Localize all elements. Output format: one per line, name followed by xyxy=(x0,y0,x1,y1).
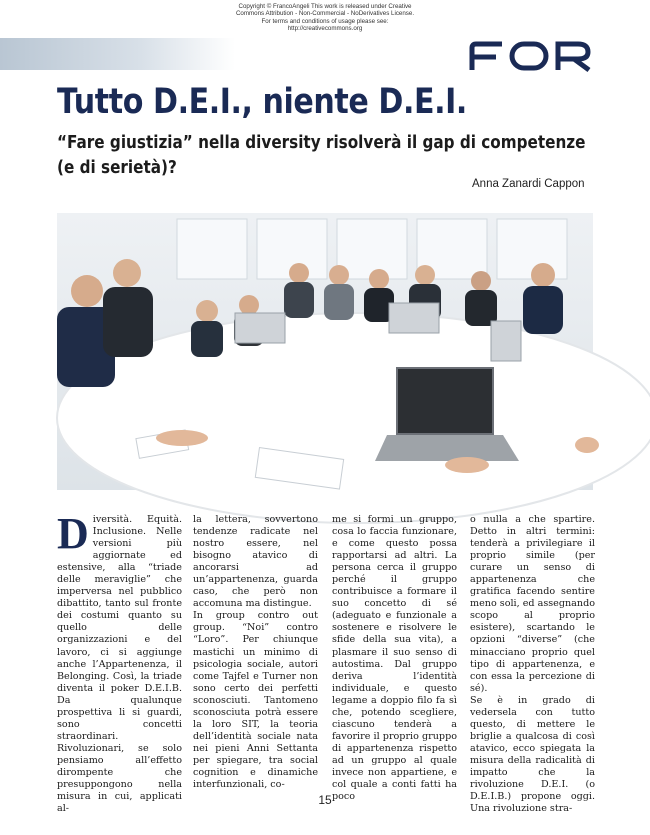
column-text: o nulla a che spartire. Detto in altri termini: tenderà a privilegiare il proprio simile (per curare un senso di appartenenza che gratifica facendo sentire meno soli, ed assegnando scopo al proprio esistere), scartando le opzioni “diverse” (che minacciano proprio quel tipo di appartenenza, e con essa la percezione di sé). xyxy=(470,514,595,694)
article-column-4 xyxy=(470,514,595,815)
article-title: Tutto D.E.I., niente D.E.I. xyxy=(57,82,467,122)
copyright-line: Copyright © FrancoAngeli This work is released under Creative xyxy=(238,3,412,10)
column-text: Se è in grado di vedersela con tutto questo, di mettere le briglie a qualcosa di così atavico, ecco spiegata la misura della radicalità di impatto che la rivoluzione D.E.I. (o D.E.I.B.) propone oggi. Una rivoluzione stra- xyxy=(470,694,595,815)
header-gradient-bar xyxy=(0,38,235,70)
copyright-line: Commons Attribution - Non-Commercial - NoDerivatives License. xyxy=(235,10,415,18)
column-text: In group contro out group. “Noi” contro “Loro”. Per chiunque mastichi un minimo di psicologia sociale, autori come Tajfel e Turner non sono certo dei perfetti sconosciuti. Tantomeno sconosciuta potrà essere la loro SIT, la teoria dell’identità sociale nata nei pieni Anni Settanta per spiegare, tra social cognition e dinamiche interfunzionali, co- xyxy=(193,610,318,791)
business-meeting-photo xyxy=(57,213,593,490)
article-author: Anna Zanardi Cappon xyxy=(472,178,585,190)
column-text: iversità. Equità. Inclusione. Nelle versioni più aggiornate ed estensive, alla “triade delle meraviglie” che imperversa nel pubblico dibattito, tanto sul fronte dei costumi quanto su quello delle organizzazioni e del lavoro, ci si aggiunge anche l’Appartenenza, il Belonging. Così, la triade diventa il poker D.E.I.B. Da qualunque prospettiva li si guardi, sono concetti straordinari. Rivoluzionari, se solo pensiamo all’effetto dirompente che presuppongono nella misura in cui, applicati al- xyxy=(57,514,182,815)
column-text: la lettera, sovvertono tendenze radicate nel nostro essere, nel bisogno atavico di ancorarsi ad un’appartenenza, guarda caso, che però non accomuna ma distingue. xyxy=(193,514,318,610)
article-subtitle: “Fare giustizia” nella diversity risolverà il gap di competenze (e di serietà)? xyxy=(57,133,586,178)
for-logo xyxy=(468,40,592,72)
copyright-link[interactable]: http://creativecommons.org xyxy=(287,25,363,33)
page-number: 15 xyxy=(318,793,332,807)
article-column-3 xyxy=(332,514,457,803)
dropcap: D xyxy=(57,509,89,558)
article-column-2 xyxy=(193,514,318,791)
article-column-1 xyxy=(57,509,182,815)
copyright-line: For terms and conditions of usage please see: xyxy=(261,17,389,25)
column-text: me si formi un gruppo, cosa lo faccia funzionare, e come questo possa rapportarsi ad altri. La persona cerca il gruppo perché il gruppo contribuisce a formare il suo concetto di sé (adeguato e funzionale a sostenere e risolvere le sfide della sua vita), a plasmare il suo senso di autostima. Dal gruppo deriva l’identità individuale, e questo legame a doppio filo fa sì che, potendo scegliere, ciascuno tenderà a favorire il proprio gruppo di appartenenza rispetto ad un gruppo al quale invece non appartiene, e col quale a conti fatti ha poco xyxy=(332,514,457,803)
copyright-notice xyxy=(0,3,650,33)
